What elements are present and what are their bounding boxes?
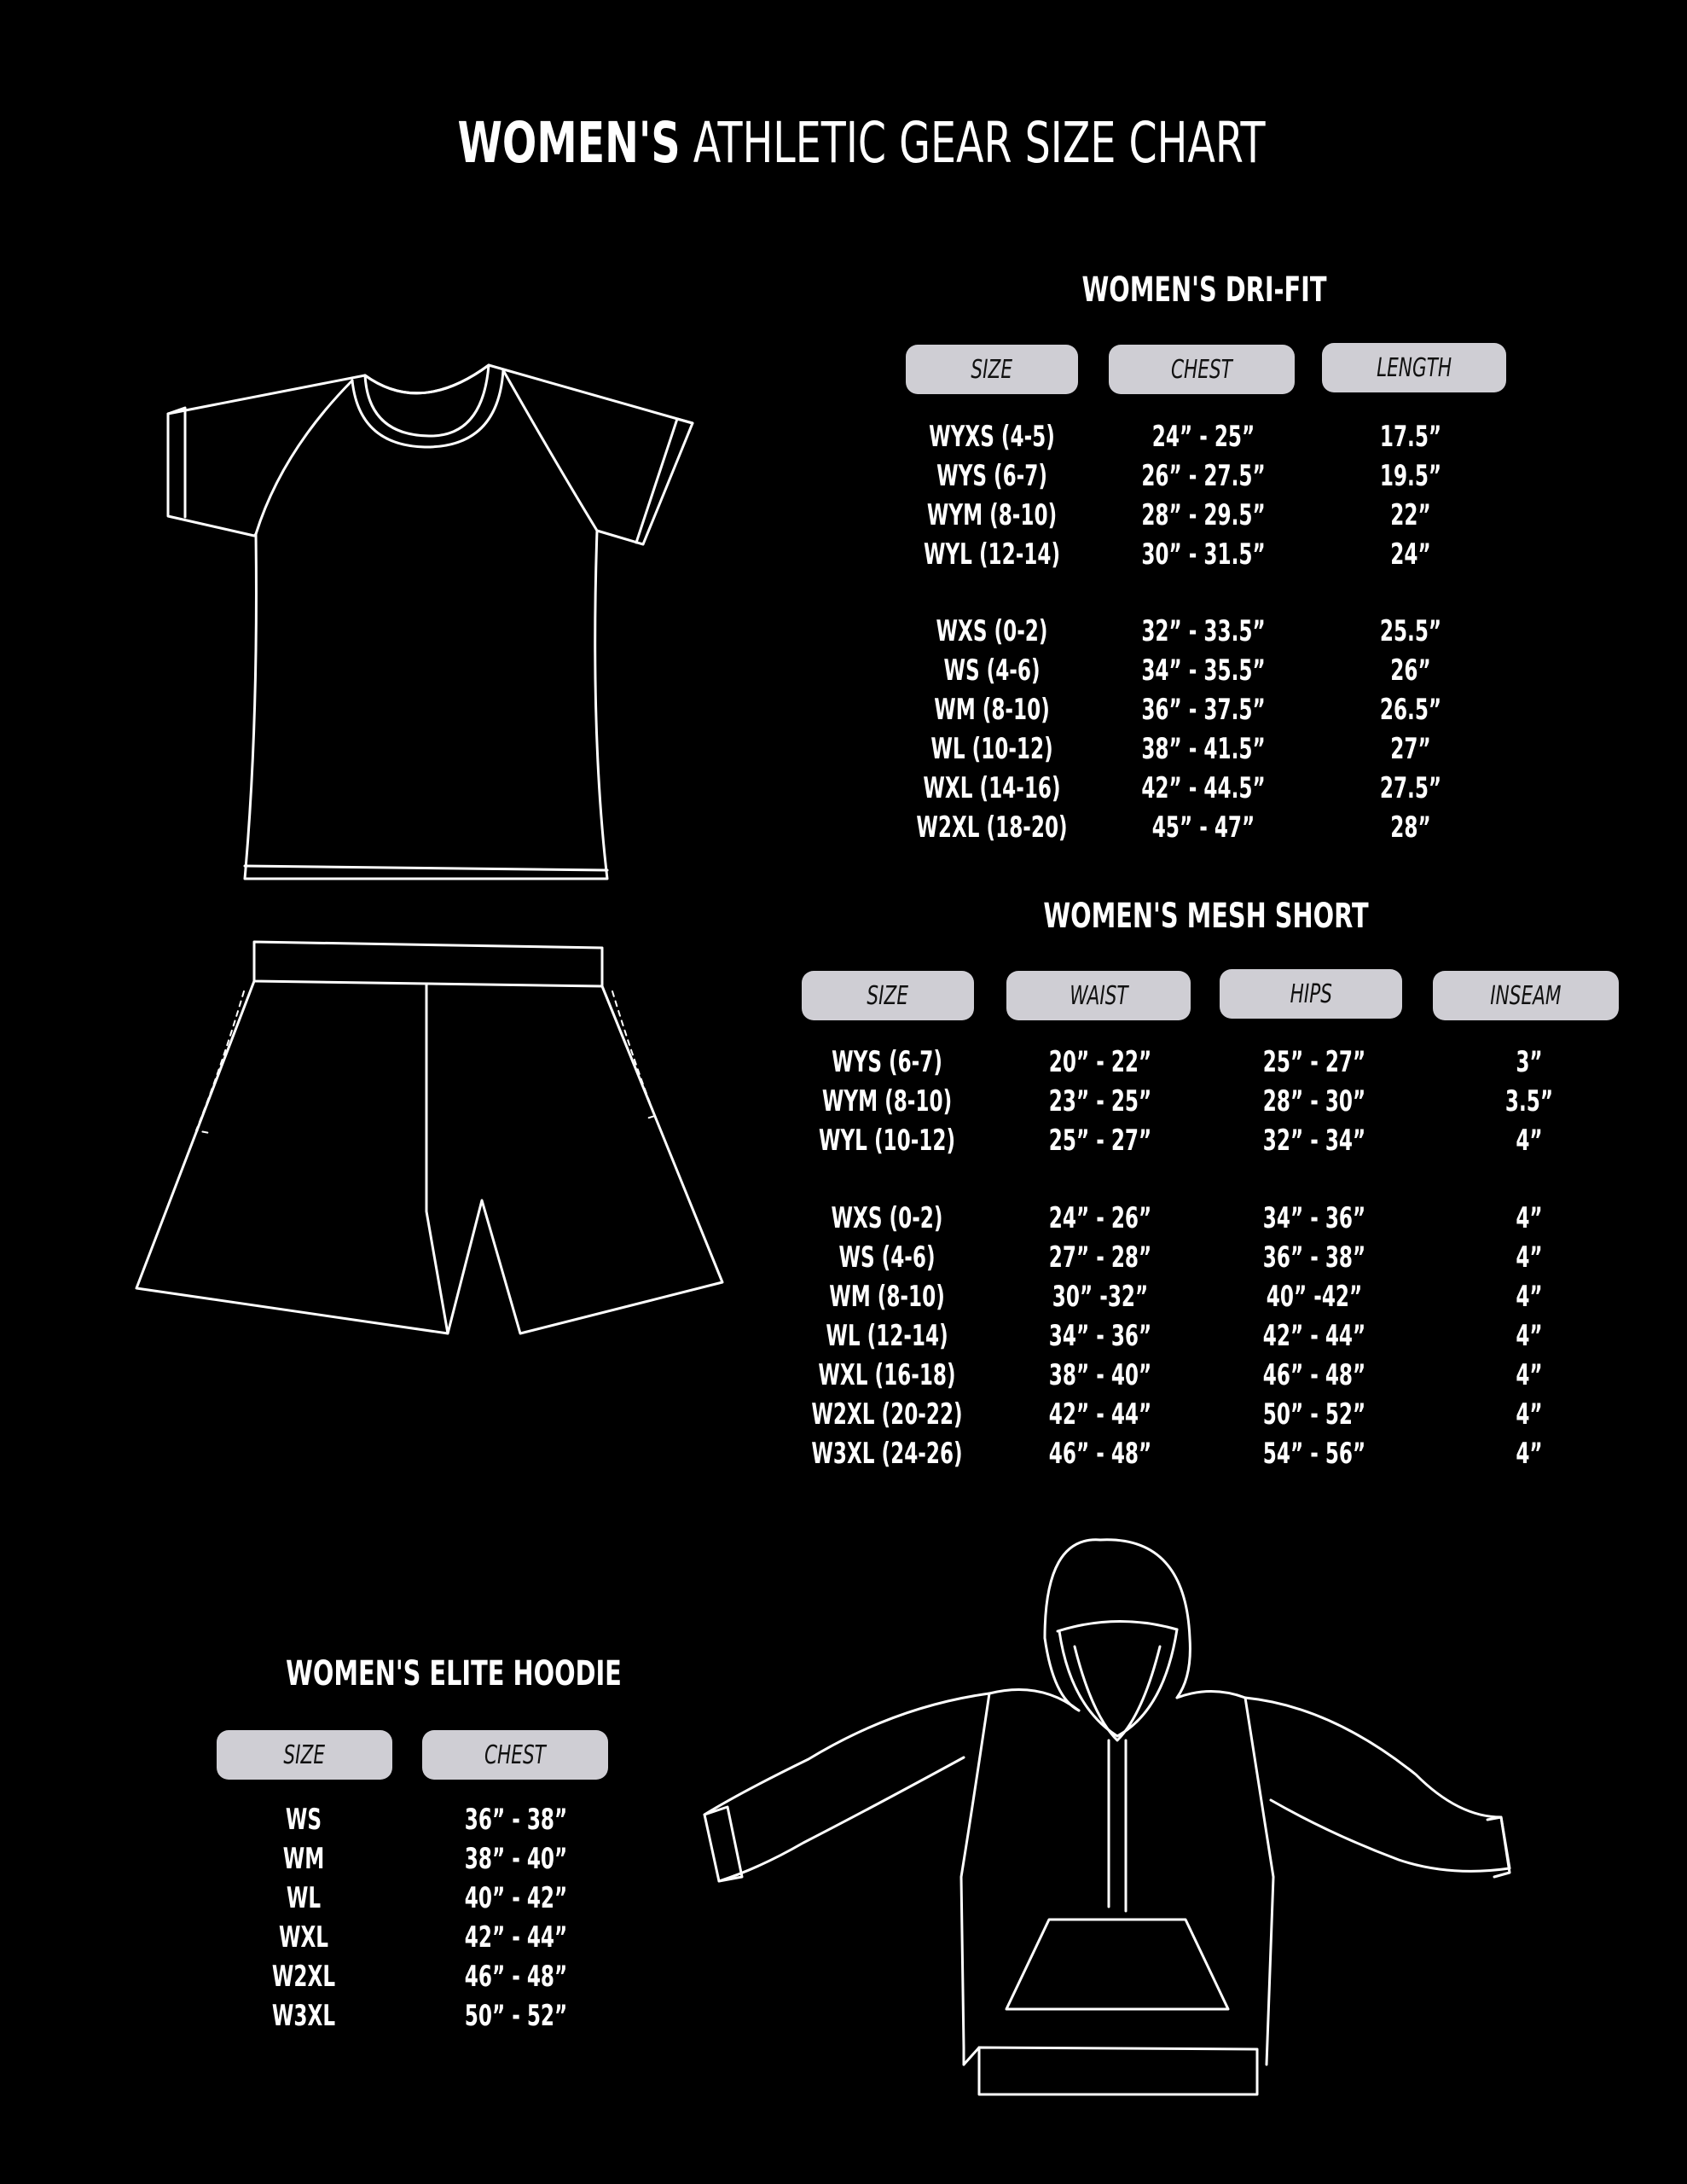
mesh-cell: 46” - 48” — [1262, 1358, 1366, 1392]
mesh-cell: 54” - 56” — [1262, 1437, 1366, 1471]
hoodie-cell: 42” - 44” — [464, 1920, 568, 1955]
drifit-cell: 27.5” — [1379, 771, 1442, 805]
mesh-cell: 25” - 27” — [1048, 1124, 1152, 1158]
shorts-icon — [136, 942, 722, 1333]
mesh-cell: 42” - 44” — [1262, 1319, 1366, 1353]
drifit-cell: WYS (6-7) — [936, 459, 1047, 493]
mesh-cell: 20” - 22” — [1048, 1045, 1152, 1079]
drifit-cell: 28” - 29.5” — [1141, 498, 1266, 532]
mesh-cell: 25” - 27” — [1262, 1045, 1366, 1079]
mesh-cell: WYM (8-10) — [821, 1084, 953, 1118]
drifit-cell: WYM (8-10) — [926, 498, 1058, 532]
mesh-cell: 4” — [1516, 1437, 1543, 1471]
mesh-title: WOMEN'S MESH SHORT — [1043, 897, 1369, 936]
page-title-bold: WOMEN'S — [457, 110, 681, 176]
mesh-cell: 32” - 34” — [1262, 1124, 1366, 1158]
hoodie-cell: 40” - 42” — [464, 1881, 568, 1915]
hoodie-cell: WL — [286, 1881, 322, 1915]
drifit-cell: 26.5” — [1379, 693, 1442, 727]
mesh-cell: 4” — [1516, 1319, 1543, 1353]
drifit-cell: 17.5” — [1379, 420, 1442, 454]
drifit-cell: WM (8-10) — [934, 693, 1050, 727]
hoodie-icon — [704, 1540, 1510, 2094]
hoodie-cell: W3XL — [271, 1999, 336, 2033]
mesh-header-size: SIZE — [802, 971, 974, 1020]
mesh-cell: 24” - 26” — [1048, 1201, 1152, 1235]
drifit-cell: 42” - 44.5” — [1141, 771, 1266, 805]
mesh-header-waist: WAIST — [1006, 971, 1191, 1020]
drifit-cell: 45” - 47” — [1151, 810, 1255, 845]
hoodie-header-chest: CHEST — [422, 1730, 608, 1780]
drifit-cell: WYL (12-14) — [923, 537, 1061, 572]
hoodie-cell: WS — [285, 1803, 322, 1837]
mesh-cell: WM (8-10) — [829, 1280, 945, 1314]
hoodie-cell: 38” - 40” — [464, 1842, 568, 1876]
drifit-cell: 28” — [1390, 810, 1431, 845]
drifit-cell: 30” - 31.5” — [1141, 537, 1266, 572]
mesh-cell: 23” - 25” — [1048, 1084, 1152, 1118]
mesh-cell: 27” - 28” — [1048, 1240, 1152, 1275]
hoodie-cell: WXL — [278, 1920, 329, 1955]
drifit-cell: 24” — [1390, 537, 1431, 572]
hoodie-header-size: SIZE — [217, 1730, 392, 1780]
hoodie-cell: 46” - 48” — [464, 1960, 568, 1994]
drifit-cell: 25.5” — [1379, 614, 1442, 648]
drifit-cell: 27” — [1390, 732, 1431, 766]
mesh-cell: 36” - 38” — [1262, 1240, 1366, 1275]
drifit-header-length: LENGTH — [1322, 343, 1506, 392]
drifit-cell: 32” - 33.5” — [1141, 614, 1266, 648]
drifit-cell: WS (4-6) — [943, 653, 1041, 688]
drifit-cell: WYXS (4-5) — [929, 420, 1055, 454]
mesh-cell: WYS (6-7) — [832, 1045, 942, 1079]
mesh-cell: 28” - 30” — [1262, 1084, 1366, 1118]
mesh-header-inseam: INSEAM — [1433, 971, 1619, 1020]
mesh-cell: W3XL (24-26) — [811, 1437, 963, 1471]
drifit-cell: 22” — [1390, 498, 1431, 532]
mesh-cell: WYL (10-12) — [818, 1124, 956, 1158]
mesh-cell: WXL (16-18) — [818, 1358, 956, 1392]
mesh-cell: 4” — [1516, 1124, 1543, 1158]
hoodie-cell: 50” - 52” — [464, 1999, 568, 2033]
mesh-cell: W2XL (20-22) — [811, 1397, 963, 1432]
mesh-cell: WXS (0-2) — [831, 1201, 943, 1235]
mesh-cell: 4” — [1516, 1201, 1543, 1235]
mesh-cell: 42” - 44” — [1048, 1397, 1152, 1432]
mesh-cell: 34” - 36” — [1262, 1201, 1366, 1235]
drifit-header-size: SIZE — [906, 345, 1078, 394]
drifit-cell: 26” - 27.5” — [1141, 459, 1266, 493]
mesh-cell: 46” - 48” — [1048, 1437, 1152, 1471]
mesh-cell: 4” — [1516, 1358, 1543, 1392]
mesh-cell: 4” — [1516, 1397, 1543, 1432]
mesh-header-hips: HIPS — [1220, 969, 1402, 1019]
hoodie-cell: WM — [282, 1842, 325, 1876]
hoodie-cell: 36” - 38” — [464, 1803, 568, 1837]
hoodie-title: WOMEN'S ELITE HOODIE — [286, 1654, 622, 1693]
mesh-cell: 4” — [1516, 1280, 1543, 1314]
page-title-light: ATHLETIC GEAR SIZE CHART — [693, 110, 1266, 176]
mesh-cell: WS (4-6) — [838, 1240, 936, 1275]
drifit-title: WOMEN'S DRI-FIT — [1081, 270, 1327, 310]
drifit-cell: 26” — [1390, 653, 1431, 688]
mesh-cell: 3” — [1516, 1045, 1543, 1079]
mesh-cell: 38” - 40” — [1048, 1358, 1152, 1392]
mesh-cell: WL (12-14) — [826, 1319, 948, 1353]
mesh-cell: 40” -42” — [1266, 1280, 1363, 1314]
mesh-cell: 50” - 52” — [1262, 1397, 1366, 1432]
drifit-cell: W2XL (18-20) — [916, 810, 1068, 845]
drifit-cell: 36” - 37.5” — [1141, 693, 1266, 727]
mesh-cell: 34” - 36” — [1048, 1319, 1152, 1353]
drifit-cell: 34” - 35.5” — [1141, 653, 1266, 688]
drifit-cell: 19.5” — [1379, 459, 1442, 493]
drifit-cell: 24” - 25” — [1151, 420, 1255, 454]
mesh-cell: 30” -32” — [1052, 1280, 1149, 1314]
hoodie-cell: W2XL — [271, 1960, 336, 1994]
drifit-cell: WXL (14-16) — [923, 771, 1061, 805]
drifit-header-chest: CHEST — [1109, 345, 1295, 394]
drifit-cell: 38” - 41.5” — [1141, 732, 1266, 766]
drifit-cell: WXS (0-2) — [936, 614, 1048, 648]
tshirt-icon — [168, 365, 693, 879]
mesh-cell: 3.5” — [1504, 1084, 1554, 1118]
mesh-cell: 4” — [1516, 1240, 1543, 1275]
drifit-cell: WL (10-12) — [930, 732, 1053, 766]
